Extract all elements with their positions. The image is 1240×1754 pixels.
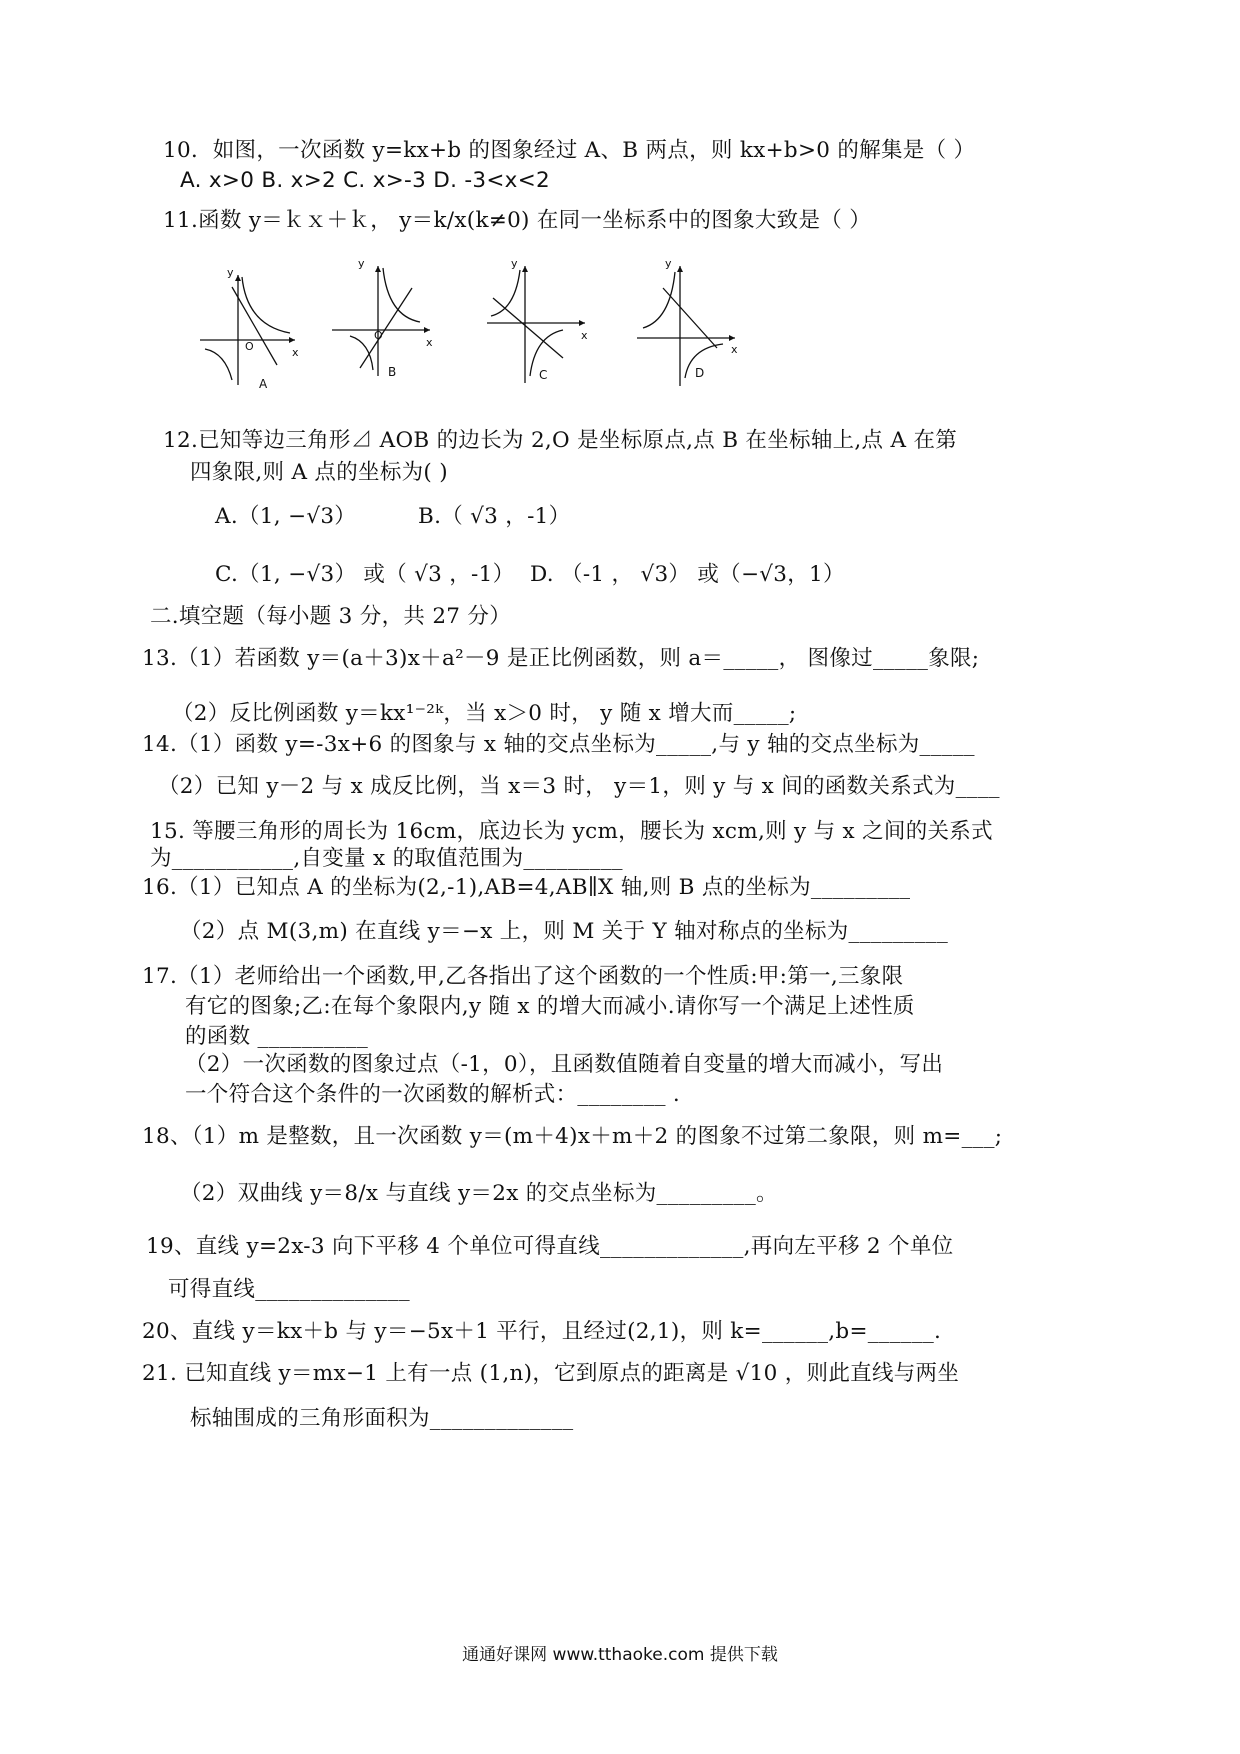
graph-d-label: D bbox=[695, 366, 705, 380]
graph-a-label: A bbox=[259, 377, 268, 391]
q17-line1: 17.（1）老师给出一个函数,甲,乙各指出了这个函数的一个性质:甲:第一,三象限 bbox=[142, 964, 904, 989]
graph-d bbox=[635, 258, 750, 392]
graph-c-x-label: x bbox=[581, 329, 588, 342]
q17-line3: 的函数 __________ bbox=[185, 1024, 369, 1049]
q19-line2: 可得直线______________ bbox=[168, 1277, 410, 1302]
graph-b-label: B bbox=[388, 365, 397, 379]
graph-b-origin-label: O bbox=[374, 329, 383, 342]
q12-stem-line2: 四象限,则 A 点的坐标为( ) bbox=[190, 460, 448, 485]
q12-stem-line1: 12.已知等边三角形⊿ AOB 的边长为 2,O 是坐标原点,点 B 在坐标轴上,点 A 在第 bbox=[163, 428, 958, 453]
q17-line4: （2）一次函数的图象过点（-1，0），且函数值随着自变量的增大而减小，写出 bbox=[185, 1052, 944, 1077]
q15-line1: 15. 等腰三角形的周长为 16cm，底边长为 ycm，腰长为 xcm,则 y 与 x 之间的关系式 bbox=[150, 819, 993, 844]
q14-part1: 14.（1）函数 y=-3x+6 的图象与 x 轴的交点坐标为_____,与 y 轴的交点坐标为_____ bbox=[142, 732, 975, 757]
graph-a-svg bbox=[195, 265, 310, 390]
graph-b-y-label: y bbox=[358, 257, 365, 270]
q12-option-c: C.（1, −√3） 或（ √3 ，-1） bbox=[215, 562, 515, 587]
graph-d-y-label: y bbox=[665, 257, 672, 270]
q10-options: A. x>0 B. x>2 C. x>-3 D. -3<x<2 bbox=[180, 168, 551, 193]
q19-line1: 19、直线 y=2x-3 向下平移 4 个单位可得直线_____________,再向左平移 2 个单位 bbox=[146, 1234, 954, 1259]
graph-a-y-label: y bbox=[227, 266, 234, 279]
q17-line5: 一个符合这个条件的一次函数的解析式：________ . bbox=[185, 1082, 681, 1107]
q12-option-d: D. （-1 ， √3） 或（−√3，1） bbox=[530, 562, 845, 587]
q18-part1: 18、（1）m 是整数，且一次函数 y＝(m＋4)x＋m＋2 的图象不过第二象限，则 m=___; bbox=[142, 1124, 1003, 1149]
graph-a-x-label: x bbox=[292, 346, 299, 359]
graph-d-x-label: x bbox=[731, 343, 738, 356]
q21-line2: 标轴围成的三角形面积为_____________ bbox=[190, 1406, 574, 1431]
graph-a-origin-label: O bbox=[245, 340, 254, 353]
graph-d-svg bbox=[635, 258, 750, 388]
graph-c-label: C bbox=[539, 368, 548, 382]
q15-line2: 为___________,自变量 x 的取值范围为_________ bbox=[150, 846, 623, 871]
q16-part2: （2）点 M(3,m) 在直线 y＝−x 上，则 M 关于 Y 轴对称点的坐标为_________ bbox=[180, 919, 948, 944]
q21-line1: 21. 已知直线 y＝mx−1 上有一点 (1,n)，它到原点的距离是 √10 ，则此直线与两坐 bbox=[142, 1361, 960, 1386]
q20-line1: 20、直线 y＝kx＋b 与 y＝−5x＋1 平行，且经过(2,1)，则 k=______,b=______. bbox=[142, 1319, 942, 1344]
graph-b-x-label: x bbox=[426, 336, 433, 349]
q10-stem: 10．如图，一次函数 y=kx+b 的图象经过 A、B 两点，则 kx+b>0 的解集是（ ） bbox=[163, 138, 976, 163]
q11-stem: 11.函数 y＝ｋｘ＋ｋ， y＝k/x(k≠0) 在同一坐标系中的图象大致是（ ） bbox=[163, 208, 872, 233]
q16-part1: 16.（1）已知点 A 的坐标为(2,-1),AB=4,AB∥X 轴,则 B 点的坐标为_________ bbox=[142, 875, 911, 900]
q12-option-b: B.（ √3 ，-1） bbox=[418, 504, 571, 529]
section-2-heading: 二.填空题（每小题 3 分，共 27 分） bbox=[150, 604, 512, 629]
graph-c bbox=[485, 258, 600, 392]
q13-part2: （2）反比例函数 y＝kx¹⁻²ᵏ，当 x＞0 时， y 随 x 增大而_____; bbox=[172, 701, 797, 726]
graph-c-y-label: y bbox=[511, 257, 518, 270]
graph-b bbox=[330, 258, 445, 387]
q12-option-a: A.（1, −√3） bbox=[215, 504, 357, 529]
graph-a bbox=[195, 265, 310, 394]
q18-part2: （2）双曲线 y＝8/x 与直线 y＝2x 的交点坐标为_________。 bbox=[180, 1181, 778, 1206]
q17-line2: 有它的图象;乙:在每个象限内,y 随 x 的增大而减小.请你写一个满足上述性质 bbox=[185, 994, 915, 1019]
q13-part1: 13.（1）若函数 y＝(a＋3)x＋a²－9 是正比例函数，则 a＝_____， 图像过_____象限; bbox=[142, 646, 980, 671]
q14-part2: （2）已知 y－2 与 x 成反比例，当 x＝3 时， y＝1，则 y 与 x 间的函数关系式为____ bbox=[158, 774, 1000, 799]
page-footer: 通通好课网 www.tthaoke.com 提供下载 bbox=[462, 1645, 778, 1665]
